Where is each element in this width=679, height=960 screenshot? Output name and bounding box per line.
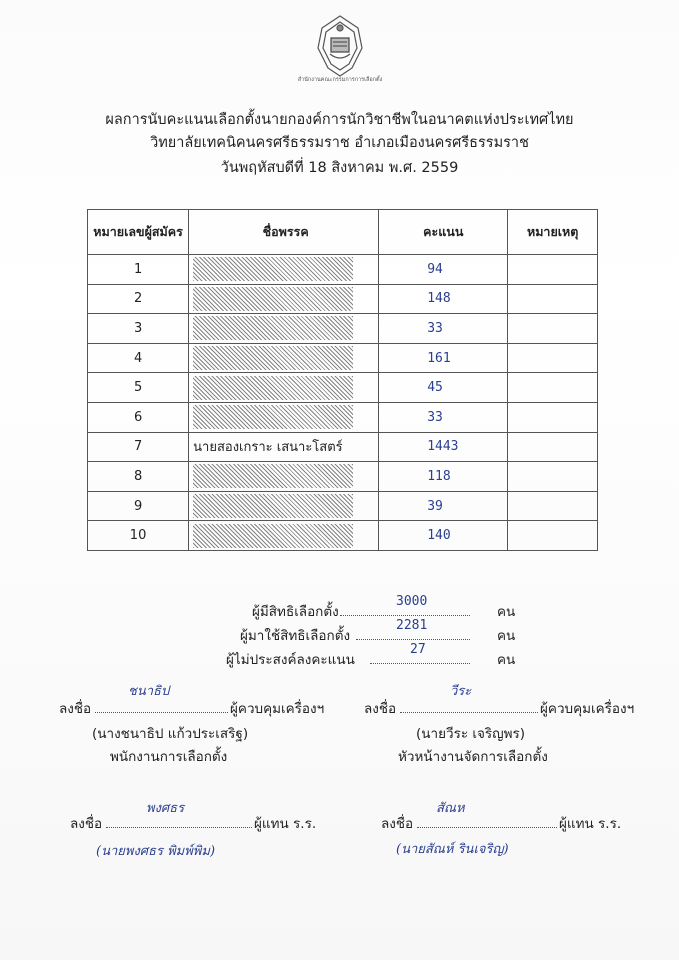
- note: [508, 521, 598, 551]
- score-value: 1443: [427, 439, 459, 455]
- eligible-label: ผู้มีสิทธิเลือกตั้ง: [252, 604, 339, 620]
- party-name: [189, 491, 379, 521]
- table-row: [88, 432, 598, 462]
- redacted-name: [193, 316, 353, 340]
- signer-position: หัวหน้างานจัดการเลือกตั้ง: [398, 749, 548, 765]
- handwritten-signature: ชนาธิป: [128, 684, 170, 699]
- signer-name: (นางชนาธิป แก้วประเสริฐ): [92, 726, 249, 742]
- score: [379, 462, 508, 492]
- redacted-name: [193, 405, 353, 429]
- score-value: 45: [427, 380, 443, 396]
- score-value: 94: [427, 261, 443, 277]
- score: [379, 521, 508, 551]
- table-row: [88, 284, 598, 314]
- handwritten-name: (นายสัณห์ รินเจริญ): [396, 842, 509, 857]
- candidate-number: 7: [88, 432, 189, 462]
- note: [508, 491, 598, 521]
- redacted-name: [193, 346, 353, 370]
- score-value: 148: [427, 291, 451, 307]
- header-candidate-number: หมายเลขผู้สมัคร: [88, 210, 189, 255]
- table-row: [88, 255, 598, 285]
- sign-label: ลงชื่อ: [381, 816, 414, 832]
- party-name: [189, 373, 379, 403]
- table-row: [88, 462, 598, 492]
- note: [508, 314, 598, 344]
- sign-label: ลงชื่อ: [364, 701, 397, 717]
- candidate-number: 9: [88, 491, 189, 521]
- eligible-unit: คน: [497, 604, 516, 620]
- voted-value: 2281: [396, 618, 428, 633]
- no-vote-value: 27: [410, 642, 426, 657]
- table-row: [88, 343, 598, 373]
- signer-role: ผู้แทน ร.ร.: [254, 816, 317, 832]
- score: [379, 373, 508, 403]
- table-row: [88, 373, 598, 403]
- no-vote-label: ผู้ไม่ประสงค์ลงคะแนน: [226, 652, 355, 668]
- note: [508, 373, 598, 403]
- party-name: [189, 255, 379, 285]
- signer-name: (นายวีระ เจริญพร): [416, 726, 526, 742]
- seal-caption: สำนักงานคณะกรรมการการเลือกตั้ง: [297, 77, 383, 83]
- voted-label: ผู้มาใช้สิทธิเลือกตั้ง: [240, 628, 351, 644]
- handwritten-signature: พงศธร: [146, 801, 185, 816]
- party-name: [189, 314, 379, 344]
- table-header-row: [88, 210, 598, 255]
- score-value: 140: [427, 528, 451, 544]
- signer-position: พนักงานการเลือกตั้ง: [110, 749, 228, 765]
- table-row: [88, 491, 598, 521]
- candidate-number: 8: [88, 462, 189, 492]
- candidate-number: 3: [88, 314, 189, 344]
- candidate-number: 2: [88, 284, 189, 314]
- signature-line: [400, 700, 538, 713]
- redacted-name: [193, 257, 353, 281]
- score: [379, 284, 508, 314]
- signer-role: ผู้แทน ร.ร.: [559, 816, 622, 832]
- election-commission-seal-icon: [300, 14, 380, 84]
- voted-unit: คน: [497, 628, 516, 644]
- score-value: 118: [427, 468, 451, 484]
- signer-role: ผู้ควบคุมเครื่องฯ: [540, 701, 635, 717]
- note: [508, 432, 598, 462]
- score-value: 39: [427, 498, 443, 514]
- handwritten-name: (นายพงศธร พิมพ์พิม): [96, 844, 216, 859]
- note: [508, 284, 598, 314]
- party-name: [189, 521, 379, 551]
- document-title: ผลการนับคะแนนเลือกตั้งนายกองค์การนักวิชาชีพในอนาคตแห่งประเทศไทย: [105, 112, 574, 128]
- election-date: วันพฤหัสบดีที่ 18 สิงหาคม พ.ศ. 2559: [220, 160, 459, 176]
- score-value: 33: [427, 320, 443, 336]
- no-vote-unit: คน: [497, 652, 516, 668]
- party-name: [189, 343, 379, 373]
- redacted-name: [193, 524, 353, 548]
- score: [379, 491, 508, 521]
- sign-label: ลงชื่อ: [70, 816, 103, 832]
- sign-label: ลงชื่อ: [59, 701, 92, 717]
- party-name: [189, 284, 379, 314]
- party-name-text: นายสองเกราะ เสนาะโสตร์: [193, 440, 343, 456]
- note: [508, 343, 598, 373]
- header-party-name: ชื่อพรรค: [189, 210, 379, 255]
- header-score: คะแนน: [379, 210, 508, 255]
- score-value: 161: [427, 350, 451, 366]
- table-row: [88, 314, 598, 344]
- party-name: [189, 432, 379, 462]
- note: [508, 255, 598, 285]
- redacted-name: [193, 494, 353, 518]
- college-location: วิทยาลัยเทคนิคนครศรีธรรมราช อำเภอเมืองนครศรีธรรมราช: [150, 135, 529, 151]
- score: [379, 432, 508, 462]
- party-name: [189, 462, 379, 492]
- candidate-number: 6: [88, 402, 189, 432]
- score: [379, 255, 508, 285]
- candidate-number: 10: [88, 521, 189, 551]
- party-name: [189, 402, 379, 432]
- redacted-name: [193, 376, 353, 400]
- redacted-name: [193, 464, 353, 488]
- table-row: [88, 402, 598, 432]
- eligible-value: 3000: [396, 594, 428, 609]
- handwritten-signature: วีระ: [450, 684, 472, 699]
- signature-line: [95, 700, 228, 713]
- candidate-number: 4: [88, 343, 189, 373]
- table-row: [88, 521, 598, 551]
- score-value: 33: [427, 409, 443, 425]
- handwritten-signature: สัณห: [436, 801, 465, 816]
- score: [379, 314, 508, 344]
- candidate-number: 5: [88, 373, 189, 403]
- signer-role: ผู้ควบคุมเครื่องฯ: [230, 701, 325, 717]
- score: [379, 343, 508, 373]
- score: [379, 402, 508, 432]
- redacted-name: [193, 287, 353, 311]
- note: [508, 402, 598, 432]
- header-note: หมายเหตุ: [508, 210, 598, 255]
- note: [508, 462, 598, 492]
- table-body: [88, 255, 598, 551]
- results-table: [87, 209, 598, 551]
- candidate-number: 1: [88, 255, 189, 285]
